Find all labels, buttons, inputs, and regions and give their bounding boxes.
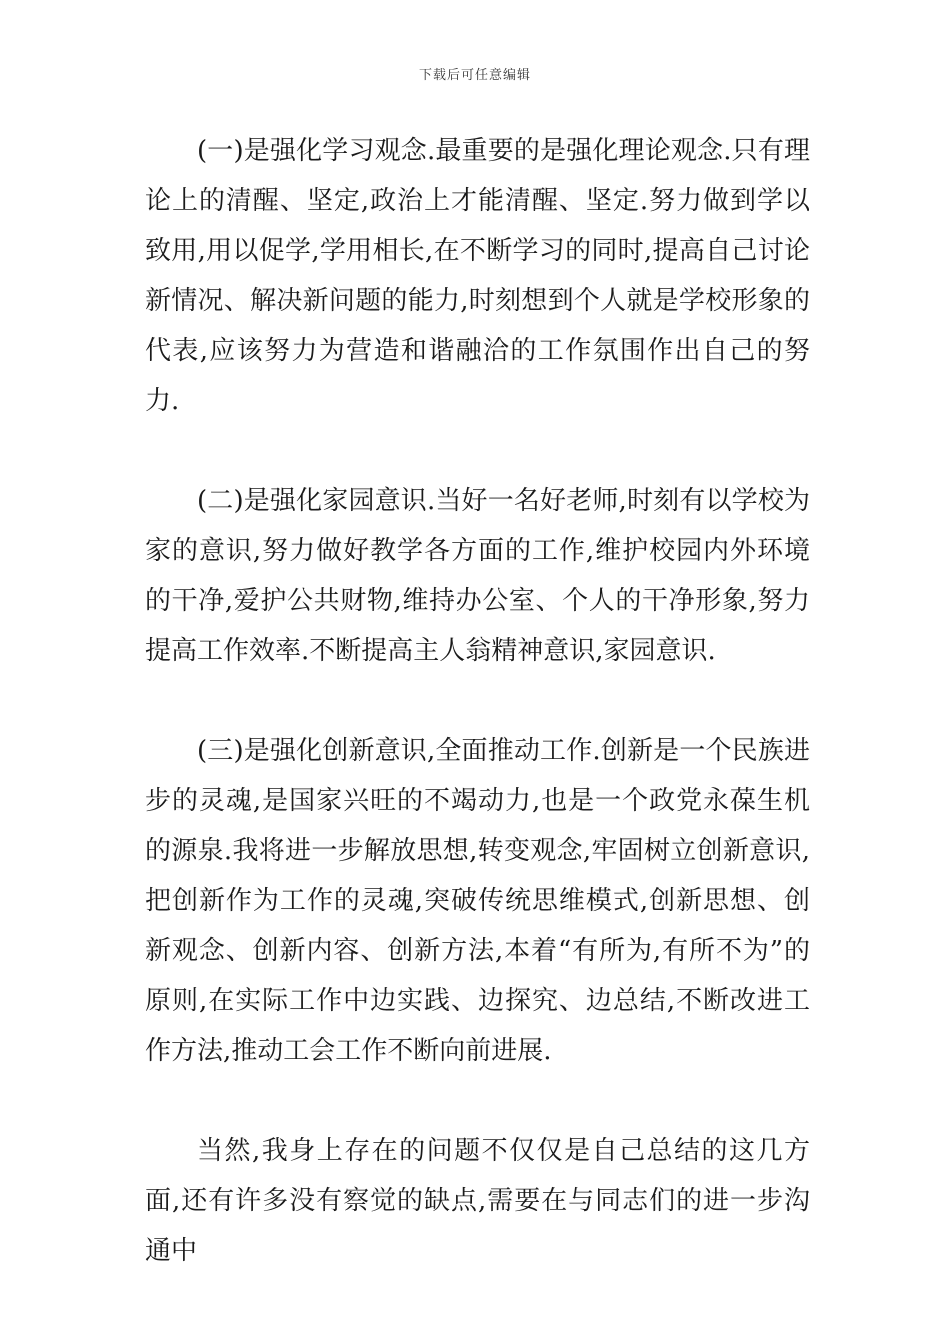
paragraph-spacer: [145, 676, 810, 726]
document-body: [145, 126, 810, 1276]
paragraph-4: 当然,我身上存在的问题不仅仅是自己总结的这几方面,还有许多没有察觉的缺点,需要在与同志们的进一步沟通中: [145, 1136, 810, 1266]
paragraph-spacer: [145, 426, 810, 476]
paragraph-3: (三)是强化创新意识,全面推动工作.创新是一个民族进步的灵魂,是国家兴旺的不竭动力,也是一个政党永葆生机的源泉.我将进一步解放思想,转变观念,牢固树立创新意识,把创新作为工作的灵魂,突破传统思维模式,创新思想、创新观念、创新内容、创新方法,本着“有所为,有所不为”的原则,在实际工作中边实践、边探究、边总结,不断改进工作方法,推动工会工作不断向前进展.: [145, 736, 810, 1066]
paragraph-2: (二)是强化家园意识.当好一名好老师,时刻有以学校为家的意识,努力做好教学各方面的工作,维护校园内外环境的干净,爱护公共财物,维持办公室、个人的干净形象,努力提高工作效率.不断提高主人翁精神意识,家园意识.: [145, 486, 810, 666]
page-header: 下载后可任意编辑: [418, 68, 531, 83]
paragraph-spacer: [145, 1076, 810, 1126]
paragraph-1: (一)是强化学习观念.最重要的是强化理论观念.只有理论上的清醒、坚定,政治上才能清醒、坚定.努力做到学以致用,用以促学,学用相长,在不断学习的同时,提高自己讨论新情况、解决新问题的能力,时刻想到个人就是学校形象的代表,应该努力为营造和谐融洽的工作氛围作出自己的努力.: [145, 136, 810, 416]
